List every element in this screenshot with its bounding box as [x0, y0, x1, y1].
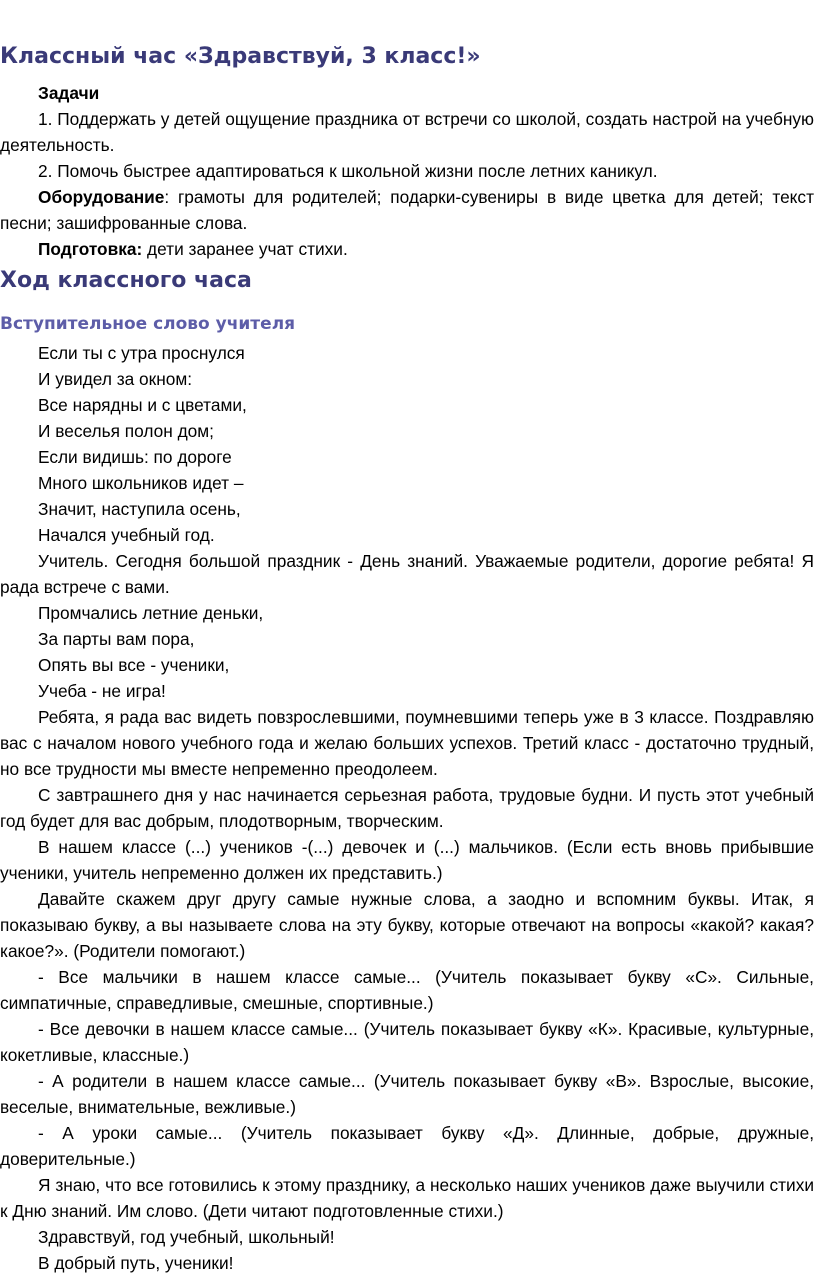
subsection-title: Вступительное слово учителя [0, 314, 296, 334]
poem-line: Здравствуй, год учебный, школьный! [38, 1227, 335, 1247]
equipment-text: : грамоты для родителей; подарки-сувениры в виде цветка для детей; текст песни; зашифрованные слова. [0, 187, 814, 233]
poem-line: Если видишь: по дороге [38, 447, 232, 467]
poem-line: Все нарядны и с цветами, [38, 395, 247, 415]
paragraph: - Все девочки в нашем классе самые... (Учитель показывает букву «К». Красивые, культурные, кокетливые, классные.) [0, 1019, 814, 1065]
paragraph: Учитель. Сегодня большой праздник - День знаний. Уважаемые родители, дорогие ребята! Я рада встрече с вами. [0, 551, 814, 597]
paragraph: В нашем классе (...) учеников -(...) девочек и (...) мальчиков. (Если есть вновь прибывшие ученики, учитель непременно должен их представить.) [0, 837, 814, 883]
paragraph: Я знаю, что все готовились к этому празднику, а несколько наших учеников даже выучили стихи к Дню знаний. Им слово. (Дети читают подготовленные стихи.) [0, 1175, 814, 1221]
poem-line: Значит, наступила осень, [38, 499, 241, 519]
paragraph: - А родители в нашем классе самые... (Учитель показывает букву «В». Взрослые, высокие, веселые, внимательные, вежливые.) [0, 1071, 814, 1117]
preparation-paragraph [0, 236, 814, 262]
poem-line: Если ты с утра проснулся [38, 343, 245, 363]
equipment-label: Оборудование [38, 187, 165, 207]
tasks-heading [0, 80, 814, 106]
poem-line: И веселья полон дом; [38, 421, 214, 441]
intro-block [0, 80, 814, 262]
poem-line: И увидел за окном: [38, 369, 193, 389]
paragraph: Давайте скажем друг другу самые нужные слова, а заодно и вспомним буквы. Итак, я показываю букву, а вы называете слова на эту букву, которые отвечают на вопросы «какой? какая? какое?». (Родители помогают.) [0, 889, 814, 961]
poem-line: Опять вы все - ученики, [38, 655, 230, 675]
section-title: Ход классного часа [0, 268, 252, 293]
document-title: Классный час «Здравствуй, 3 класс!» [0, 44, 481, 69]
poem-line: Начался учебный год. [38, 525, 215, 545]
task-1: 1. Поддержать у детей ощущение праздника от встречи со школой, создать настрой на учебную деятельность. [0, 109, 814, 155]
paragraph: Ребята, я рада вас видеть повзрослевшими, поумневшими теперь уже в 3 классе. Поздравляю вас с началом нового учебного года и желаю больших успехов. Третий класс - достаточно трудный, но все трудности мы вместе непременно преодолеем. [0, 707, 814, 779]
poem-line: Промчались летние деньки, [38, 603, 264, 623]
tasks-label: Задачи [38, 83, 100, 103]
paragraph: - А уроки самые... (Учитель показывает букву «Д». Длинные, добрые, дружные, доверительные.) [0, 1123, 814, 1169]
poem-line: Много школьников идет – [38, 473, 244, 493]
task-2: 2. Помочь быстрее адаптироваться к школьной жизни после летних каникул. [38, 161, 658, 181]
preparation-label: Подготовка: [38, 239, 143, 259]
preparation-text: дети заранее учат стихи. [142, 239, 348, 259]
poem-line: За парты вам пора, [38, 629, 195, 649]
equipment-paragraph [0, 184, 814, 236]
poem-line: В добрый путь, ученики! [38, 1253, 234, 1273]
paragraph: - Все мальчики в нашем классе самые... (Учитель показывает букву «С». Сильные, симпатичные, справедливые, смешные, спортивные.) [0, 967, 814, 1013]
poem-line: Учеба - не игра! [38, 681, 166, 701]
paragraph: С завтрашнего дня у нас начинается серьезная работа, трудовые будни. И пусть этот учебный год будет для вас добрым, плодотворным, творческим. [0, 785, 814, 831]
body-block [0, 340, 814, 1276]
